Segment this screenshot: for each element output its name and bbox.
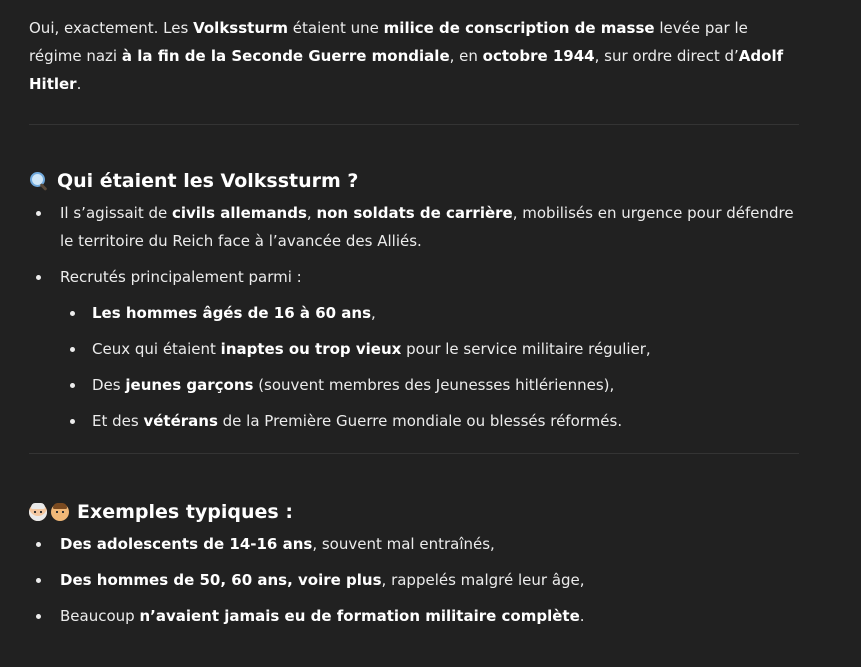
- list-item: Recrutés principalement parmi : Les hommes âgés de 16 à 60 ans, Ceux qui étaient inaptes ou trop vieux pour le service militaire régulier, Des jeunes garçons (souvent membres des Jeunesses hitlériennes), Et des vétérans de la Première Guerre mondiale ou blessés réformés.: [29, 263, 799, 435]
- intro-bold: milice de conscription de masse: [383, 19, 655, 37]
- intro-bold: à la fin de la Seconde Guerre mondiale: [121, 47, 450, 65]
- intro-text: Oui, exactement. Les: [29, 19, 194, 37]
- section-heading-examples: [29, 498, 799, 526]
- intro-text: , sur ordre direct d’: [594, 47, 739, 65]
- section-title: Qui étaient les Volkssturm ?: [57, 170, 359, 192]
- boy-face-icon: [51, 503, 69, 521]
- assistant-message: [29, 14, 799, 638]
- sublist-item: Les hommes âgés de 16 à 60 ans,: [60, 299, 799, 327]
- intro-text: , en: [449, 47, 483, 65]
- intro-bold: Adolf Hitler: [29, 47, 784, 93]
- sublist-item: Des jeunes garçons (souvent membres des Jeunesses hitlériennes),: [60, 371, 799, 399]
- sublist-item: Ceux qui étaient inaptes ou trop vieux pour le service militaire régulier,: [60, 335, 799, 363]
- section-title: Exemples typiques :: [77, 501, 293, 523]
- section-divider: [29, 453, 799, 454]
- list-item: Il s’agissait de civils allemands, non soldats de carrière, mobilisés en urgence pour défendre le territoire du Reich face à l’avancée des Alliés.: [29, 199, 799, 255]
- sublist-item: Et des vétérans de la Première Guerre mondiale ou blessés réformés.: [60, 407, 799, 435]
- intro-text: levée par le régime nazi: [29, 19, 748, 65]
- recruit-sublist: [60, 299, 799, 435]
- examples-list: [29, 530, 799, 630]
- who-list: [29, 199, 799, 435]
- intro-bold: Volkssturm: [193, 19, 289, 37]
- intro-bold: octobre 1944: [482, 47, 595, 65]
- magnifier-icon: [29, 171, 49, 191]
- old-man-face-icon: [29, 503, 47, 521]
- intro-paragraph: [29, 14, 799, 98]
- section-heading-who: [29, 167, 799, 195]
- list-item: Beaucoup n’avaient jamais eu de formation militaire complète.: [29, 602, 799, 630]
- section-divider: [29, 124, 799, 125]
- intro-text: étaient une: [288, 19, 384, 37]
- list-item: Des hommes de 50, 60 ans, voire plus, rappelés malgré leur âge,: [29, 566, 799, 594]
- list-item: Des adolescents de 14-16 ans, souvent mal entraînés,: [29, 530, 799, 558]
- intro-text: .: [76, 75, 82, 93]
